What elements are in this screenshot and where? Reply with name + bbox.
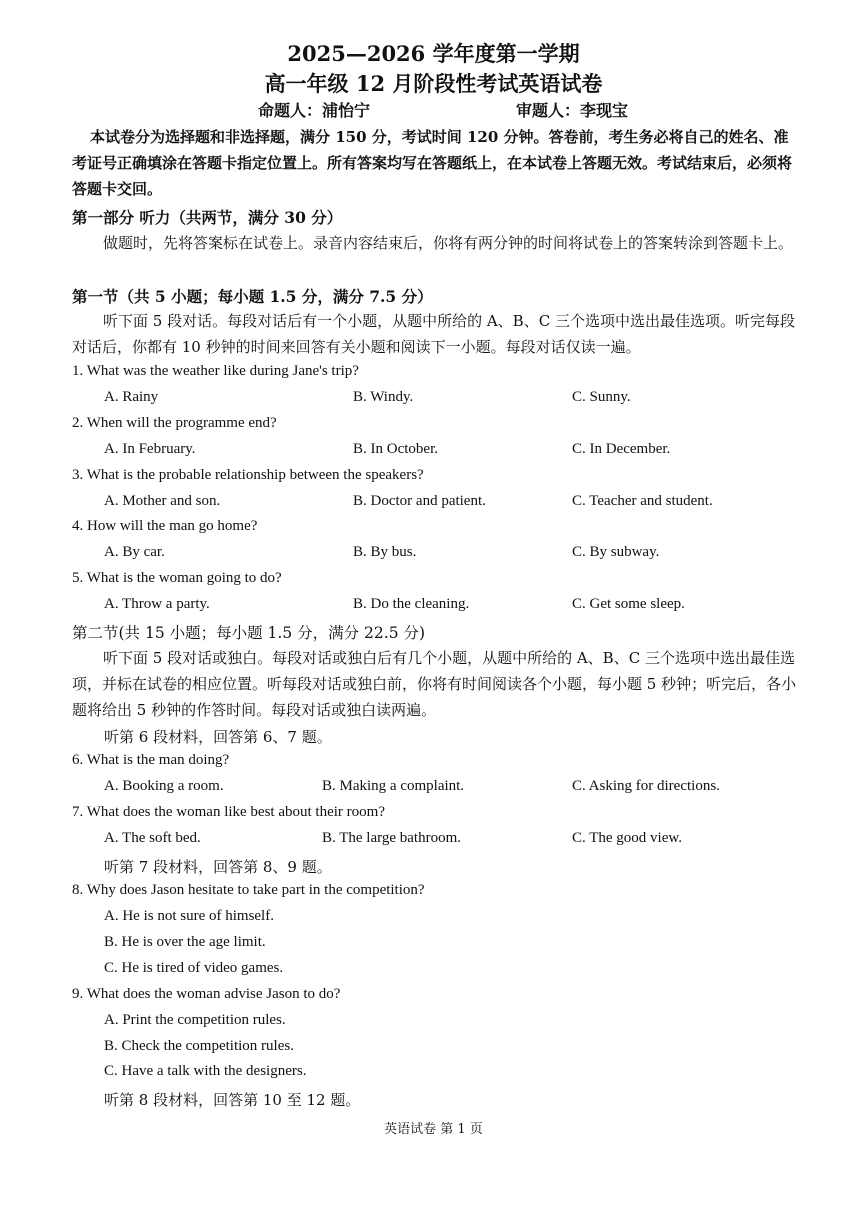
- part1-heading: 第一部分 听力（共两节，满分 30 分）: [72, 208, 343, 227]
- question-1-option-a: A. Rainy: [104, 389, 159, 405]
- material-8-note: 听第 8 段材料，回答第 10 至 12 题。: [104, 1091, 361, 1109]
- question-2-option-a: A. In February.: [104, 441, 196, 457]
- question-3-stem: 3. What is the probable relationship between the speakers?: [72, 467, 424, 483]
- question-8-option-b: B. He is over the age limit.: [104, 934, 266, 950]
- question-4-stem: 4. How will the man go home?: [72, 518, 258, 534]
- question-5-option-b: B. Do the cleaning.: [353, 596, 470, 612]
- page-footer: 英语试卷 第 1 页: [384, 1122, 483, 1137]
- setter-name: 命题人：浦怡宁: [258, 101, 371, 120]
- question-7-stem: 7. What does the woman like best about their room?: [72, 804, 385, 820]
- question-7-option-c: C. The good view.: [572, 830, 682, 846]
- question-2-option-b: B. In October.: [353, 441, 438, 457]
- question-4-option-b: B. By bus.: [353, 544, 417, 560]
- question-9-option-c: C. Have a talk with the designers.: [104, 1063, 307, 1079]
- question-3-option-b: B. Doctor and patient.: [353, 493, 486, 509]
- section1-intro: 听下面 5 段对话。每段对话后有一个小题，从题中所给的 A、B、C 三个选项中选出最佳选项。听完每段对话后，你都有 10 秒钟的时间来回答有关小题和阅读下一小题。每段对话仅读一遍。: [72, 312, 795, 356]
- question-9-option-a: A. Print the competition rules.: [104, 1012, 286, 1028]
- question-6-option-b: B. Making a complaint.: [322, 778, 465, 794]
- question-9-option-b: B. Check the competition rules.: [104, 1038, 294, 1054]
- section1-heading: 第一节（共 5 小题；每小题 1.5 分，满分 7.5 分）: [72, 287, 433, 306]
- material-6-note: 听第 6 段材料，回答第 6、7 题。: [104, 728, 332, 746]
- question-5-stem: 5. What is the woman going to do?: [72, 570, 282, 586]
- material-7-note: 听第 7 段材料，回答第 8、9 题。: [104, 858, 332, 876]
- section2-intro: 听下面 5 段对话或独白。每段对话或独白后有几个小题，从题中所给的 A、B、C 三个选项中选出最佳选项，并标在试卷的相应位置。听每段对话或独白前，你将有时间阅读各个小题，每小题 5 秒钟；听完后，各小题将给出 5 秒钟的作答时间。每段对话或独白读两遍。: [72, 649, 797, 719]
- part1-intro: 做题时，先将答案标在试卷上。录音内容结束后，你将有两分钟的时间将试卷上的答案转涂到答题卡上。: [103, 234, 794, 252]
- question-2-stem: 2. When will the programme end?: [72, 415, 277, 431]
- question-2-option-c: C. In December.: [572, 441, 671, 457]
- question-3-option-c: C. Teacher and student.: [572, 493, 713, 509]
- exam-title-line2: 高一年级 12 月阶段性考试英语试卷: [264, 71, 603, 96]
- question-6-stem: 6. What is the man doing?: [72, 752, 230, 768]
- question-4-option-c: C. By subway.: [572, 544, 660, 560]
- reviewer-name: 审题人：李现宝: [516, 101, 629, 120]
- exam-instructions: 本试卷分为选择题和非选择题，满分 150 分，考试时间 120 分钟。答卷前，考生务必将自己的姓名、准考证号正确填涂在答题卡指定位置上。所有答案均写在答题纸上，在本试卷上答题无效。考试结束后，必须将答题卡交回。: [72, 128, 793, 198]
- question-7-option-a: A. The soft bed.: [104, 830, 201, 846]
- question-6-option-c: C. Asking for directions.: [572, 778, 720, 794]
- question-1-stem: 1. What was the weather like during Jane's trip?: [72, 363, 359, 379]
- section2-heading: 第二节(共 15 小题；每小题 1.5 分，满分 22.5 分): [72, 624, 426, 642]
- question-5-option-c: C. Get some sleep.: [572, 596, 685, 612]
- exam-title-line1: 2025—2026 学年度第一学期: [287, 41, 580, 66]
- question-8-stem: 8. Why does Jason hesitate to take part in the competition?: [72, 882, 425, 898]
- question-5-option-a: A. Throw a party.: [104, 596, 210, 612]
- question-8-option-a: A. He is not sure of himself.: [104, 908, 274, 924]
- question-4-option-a: A. By car.: [104, 544, 165, 560]
- question-1-option-b: B. Windy.: [353, 389, 414, 405]
- question-3-option-a: A. Mother and son.: [104, 493, 221, 509]
- question-1-option-c: C. Sunny.: [572, 389, 631, 405]
- question-9-stem: 9. What does the woman advise Jason to do?: [72, 986, 341, 1002]
- question-8-option-c: C. He is tired of video games.: [104, 960, 284, 976]
- question-6-option-a: A. Booking a room.: [104, 778, 224, 794]
- question-7-option-b: B. The large bathroom.: [322, 830, 461, 846]
